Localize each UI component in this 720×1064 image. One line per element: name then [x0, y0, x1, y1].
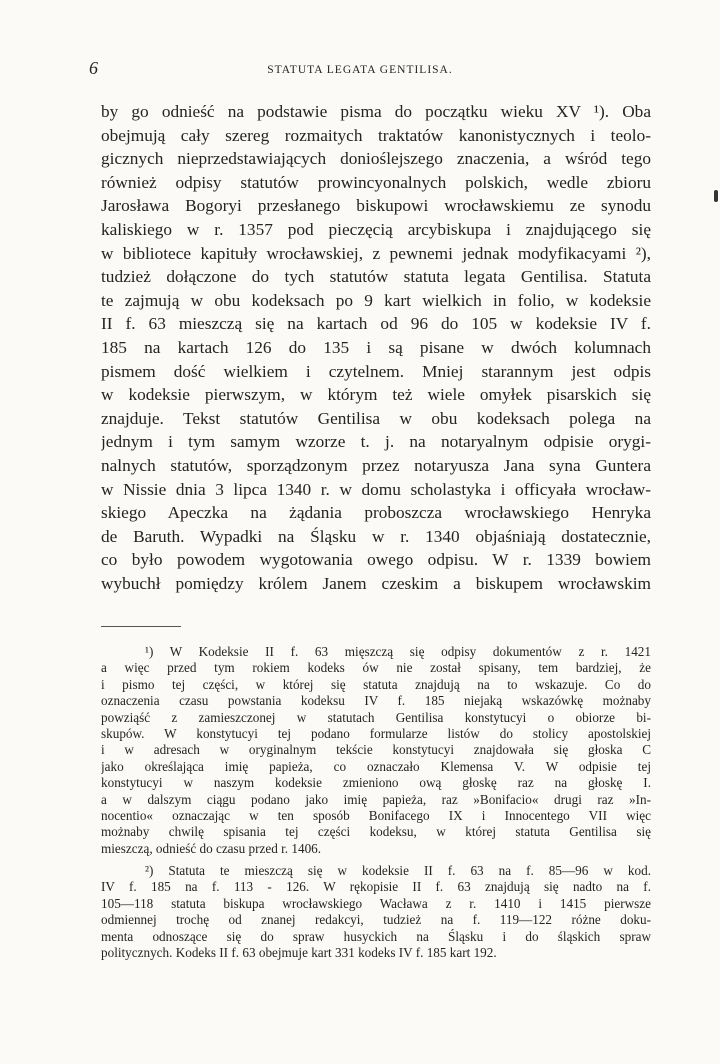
body-line: 185 na kartach 126 do 135 i są pisane w dwóch kolumnach [101, 337, 651, 357]
footnote-line: oznaczenia czasu powstania kodeksu IV f. 185 niejaką wskazówkę możnaby [101, 693, 651, 709]
footnote-line: skupów. W konstytucyi tej podano formularze listów do stolicy apostolskiej [101, 725, 651, 741]
footnote-1 [101, 644, 651, 857]
footnote-separator [101, 626, 181, 627]
footnote-line: powziąść z zamieszczonej w statutach Gentilisa konstytucyi o obiorze bi- [101, 709, 651, 725]
body-line: gicznych nieprzedstawiających donioślejszego znaczenia, a wśród tego [101, 149, 651, 169]
body-line: tudzież dołączone do tych statutów statuta legata Gentilisa. Statuta [101, 267, 651, 287]
body-line: skiego Apeczka na żądania proboszcza wrocławskiego Henryka [101, 503, 651, 523]
page-edge-mark [714, 190, 718, 202]
footnote-line: 105—118 statuta biskupa wrocławskiego Wacława z r. 1410 i 1415 pierwsze [101, 895, 651, 911]
body-line: II f. 63 mieszczą się na kartach od 96 do 105 w kodeksie IV f. [101, 314, 651, 334]
footnote-line: jako określająca imię papieża, co oznaczało Klemensa V. W odpisie tej [101, 758, 651, 774]
body-line: obejmują cały szereg rozmaitych traktatów kanonistycznych i teolo- [101, 125, 651, 145]
footnote-line: IV f. 185 na f. 113 - 126. W rękopisie II f. 63 znajdują się nadto na f. [101, 879, 651, 895]
body-line: w bibliotece kapituły wrocławskiej, z pewnemi jednak modyfikacyami ²), [101, 243, 651, 263]
body-line: Jarosława Bogoryi przesłanego biskupowi wrocławskiemu ze synodu [101, 196, 651, 216]
body-line: kaliskiego w r. 1357 pod pieczęcią arcybiskupa i znajdującego się [101, 219, 651, 239]
body-line: pismem dość wielkiem i czytelnem. Mniej starannym jest odpis [101, 361, 651, 381]
body-line: jednym i tym samym wzorze t. j. na notaryalnym odpisie orygi- [101, 432, 651, 452]
footnote-line: a więc przed tym rokiem kodeks ów nie został spisany, tem bardziej, że [101, 660, 651, 676]
body-line: również odpisy statutów prowincyonalnych polskich, wedle zbioru [101, 172, 651, 192]
main-text [101, 100, 651, 595]
footnote-line: nocentio« oznaczając w ten sposób Bonifacego IX i Innocentego VII więc [101, 807, 651, 823]
footnote-line: a w dalszym ciągu podano jako imię papieża, raz »Bonifacio« drugi raz »In- [101, 791, 651, 807]
body-line: co było powodem wygotowania owego odpisu. W r. 1339 bowiem [101, 550, 651, 570]
footnote-line: odmiennej trochę od znanej redakcyi, tudzież na f. 119—122 różne doku- [101, 912, 651, 928]
footnotes [101, 644, 651, 961]
footnote-2 [101, 863, 651, 961]
body-line: te zajmują w obu kodeksach po 9 kart wielkich in folio, w kodeksie [101, 290, 651, 310]
body-line: w kodeksie pierwszym, w którym też wiele omyłek pisarskich się [101, 385, 651, 405]
footnote-line: i w adresach w oryginalnym tekście konstytucyi znajdowała się głoska C [101, 742, 651, 758]
footnote-line: i pismo tej części, w której się statuta znajdują na to wskazuje. Co do [101, 676, 651, 692]
footnote-line: mieszczą, odnieść do czasu przed r. 1406. [101, 840, 322, 856]
footnote-line: możnaby chwilę spisania tej części kodeksu, w której statuta Gentilisa się [101, 824, 651, 840]
footnote-line: menta odnoszące się do spraw husyckich na Śląsku i do śląskich spraw [101, 928, 651, 944]
footnote-line: politycznych. Kodeks II f. 63 obejmuje kart 331 kodeks IV f. 185 kart 192. [101, 945, 497, 961]
body-line: nalnych statutów, sporządzonym przez notaryusza Jana syna Guntera [101, 455, 651, 475]
body-line: w Nissie dnia 3 lipca 1340 r. w domu scholastyka i officyała wrocław- [101, 479, 651, 499]
body-line: by go odnieść na podstawie pisma do początku wieku XV ¹). Oba [101, 102, 651, 121]
footnote-line: konstytucyi w naszym kodeksie zmieniono ową głoskę raz na głoskę I. [101, 775, 651, 791]
body-line: wybuchł pomiędzy królem Janem czeskim a biskupem wrocławskim [101, 573, 651, 593]
footnote-line: ²) Statuta te mieszczą się w kodeksie II f. 63 na f. 85—96 w kod. [145, 863, 651, 879]
running-title: STATUTA LEGATA GENTILISA. [267, 64, 453, 76]
page-number: 6 [89, 58, 98, 78]
footnote-line: ¹) W Kodeksie II f. 63 mięszczą się odpisy dokumentów z r. 1421 [145, 644, 651, 659]
body-line: znajduje. Tekst statutów Gentilisa w obu kodeksach polega na [101, 408, 651, 428]
body-line: de Baruth. Wypadki na Śląsku w r. 1340 objaśniają dostatecznie, [101, 526, 651, 546]
